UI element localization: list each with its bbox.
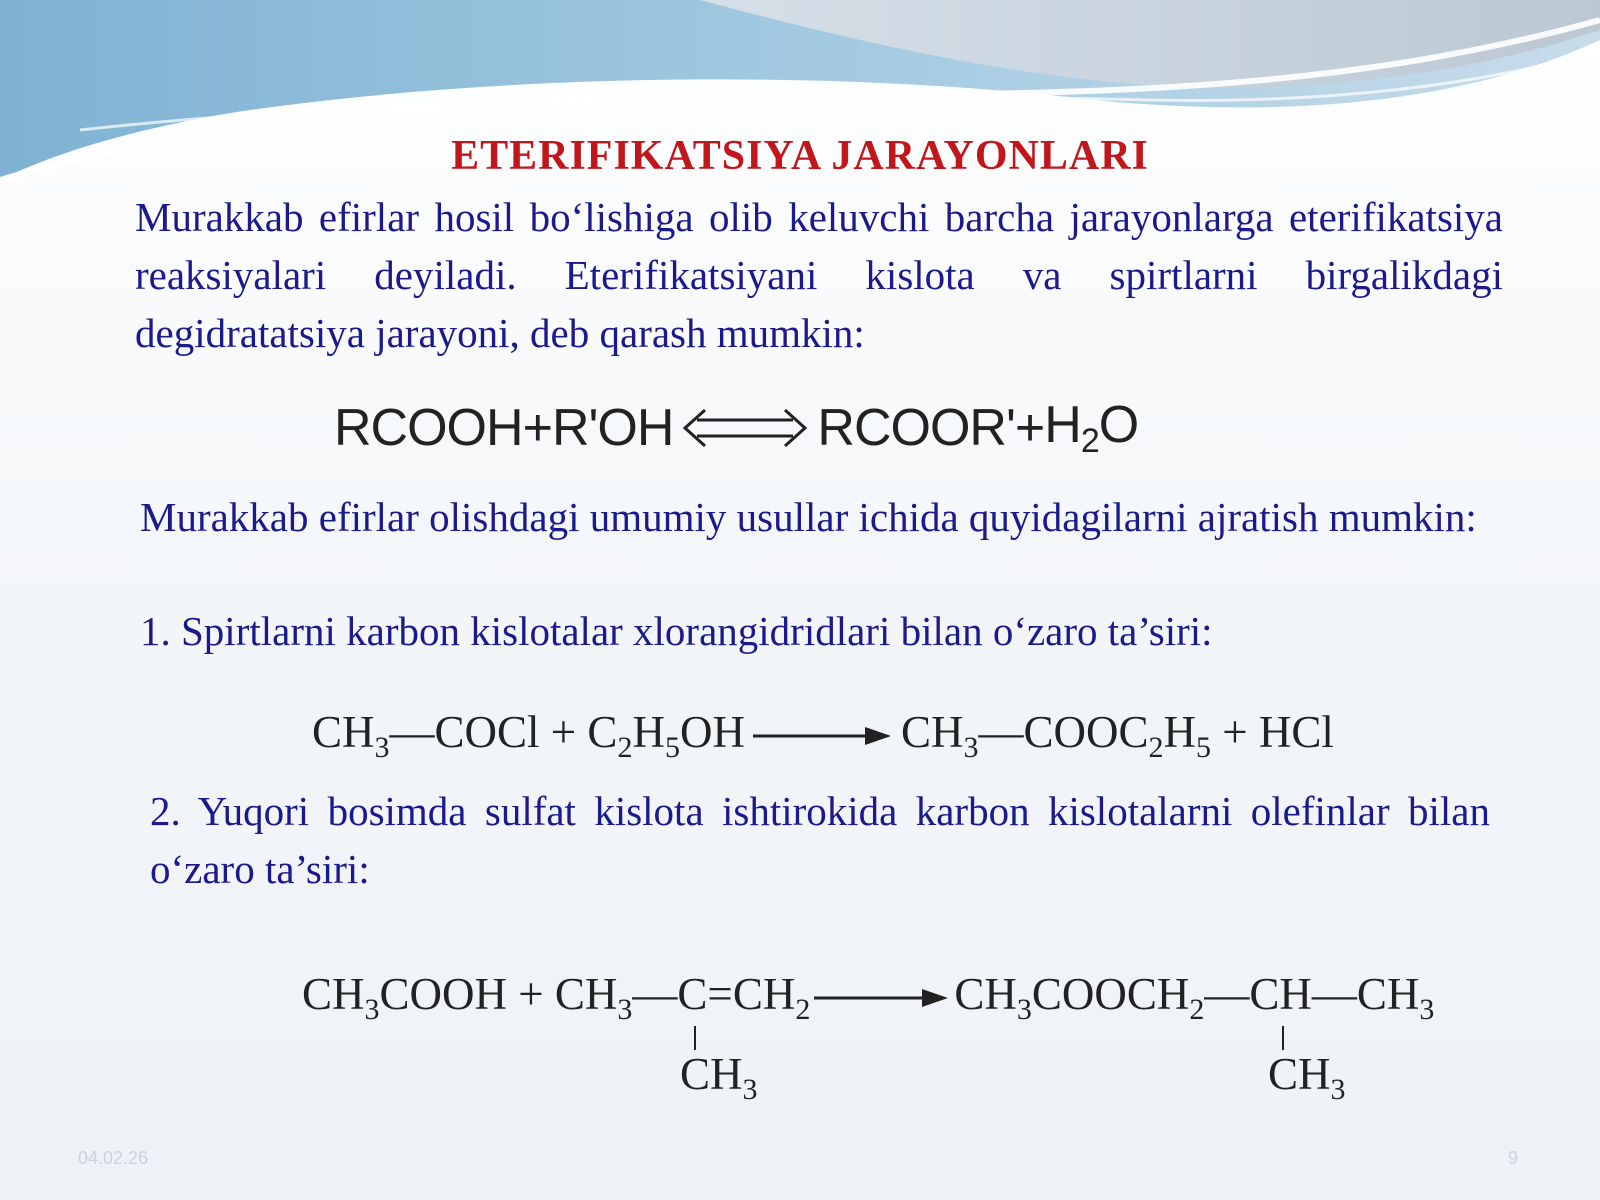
methods-paragraph: Murakkab efirlar olishdagi umumiy usullar ichida quyidagilarni ajratish mumkin:: [140, 494, 1477, 540]
formula-products: $CH_3—COOC_2H_5$ + HCl: [900, 707, 1334, 764]
formula-reactants: $CH_3—COCl + C_2H_5OH$: [312, 707, 745, 764]
intro-paragraph: Murakkab efirlar hosil bo‘lishiga olib keluvchi barcha jarayonlarga eterifikatsiya reaksiyalari deyiladi. Eterifikatsiyani kislota va spirtlarni birgalikdagi degidratatsiya jarayoni, deb qarash mumkin:: [135, 194, 1503, 356]
page-number: 9: [1507, 1148, 1518, 1168]
reaction-arrow-icon: [814, 985, 950, 1011]
reaction-arrow-icon: [753, 723, 893, 749]
footer-date: 04.02.26: [78, 1148, 149, 1168]
reactant-acid: RCOOH: [334, 399, 523, 457]
plus-sign: +: [1014, 399, 1045, 457]
slide-title: ETERIFIKATSIYA JARAYONLARI: [451, 133, 1149, 179]
equilibrium-arrow-icon: [679, 406, 811, 450]
method-item-1: 1. Spirtlarni karbon kislotalar xlorangidridlari bilan o‘zaro ta’siri:: [140, 608, 1213, 654]
plus-sign: +: [522, 399, 552, 457]
olefin-addition-equation: [302, 968, 1452, 1106]
esterification-equation: [334, 395, 1138, 461]
formula-reactants: $CH_3COOH$ + $CH_3—C=CH_2$: [302, 969, 811, 1026]
branch-bond: [694, 1026, 696, 1050]
methyl-branch-product: $CH_3$: [1268, 1049, 1346, 1106]
branch-bond: [1282, 1026, 1284, 1050]
formula-products: $CH_3COOCH_2—CH—CH_3$: [954, 969, 1435, 1026]
method-item-2: 2. Yuqori bosimda sulfat kislota ishtirokida karbon kislotalarni olefinlar bilan o‘zaro ta’siri:: [150, 788, 1490, 892]
reactant-alcohol: R'OH: [551, 399, 674, 457]
acyl-chloride-equation: [312, 706, 1334, 765]
product-water: $H_2O$: [1044, 396, 1139, 460]
product-ester: RCOOR': [817, 399, 1015, 457]
methyl-branch-reactant: $CH_3$: [680, 1049, 758, 1106]
